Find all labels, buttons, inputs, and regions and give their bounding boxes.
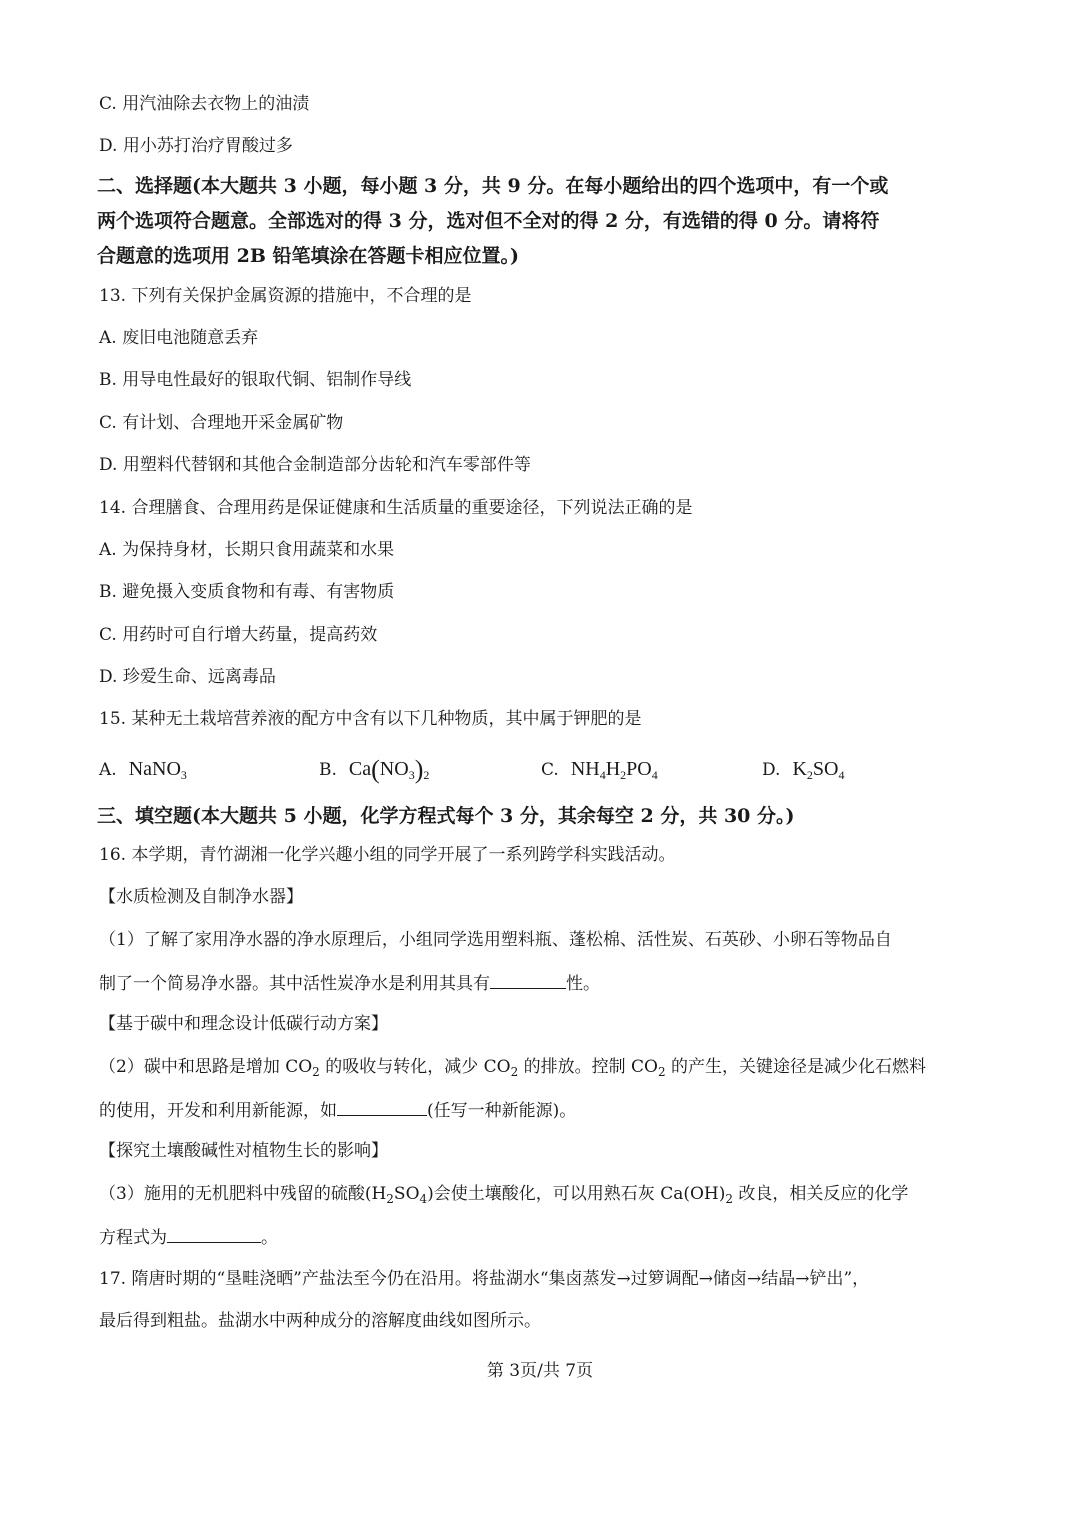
formula-ca-no3-2: $Ca(NO_3)_2$ [348, 755, 430, 784]
formula-k2so4: $K_2SO_4$ [792, 758, 845, 782]
q13-option-a: A. 废旧电池随意丢弃 [99, 328, 259, 348]
q13-option-b: B. 用导电性最好的银取代铜、铝制作导线 [99, 370, 412, 390]
section2-header-line3: 合题意的选项用 2B 铅笔填涂在答题卡相应位置。) [97, 245, 519, 267]
q16-heading-2: 【基于碳中和理念设计低碳行动方案】 [99, 1014, 388, 1034]
q14-option-d: D. 珍爱生命、远离毒品 [99, 667, 276, 687]
q15-option-b [319, 757, 429, 787]
q16-part3-line2: 方程式为 。 [99, 1224, 278, 1250]
formula-nano3: NaNO$_3$ [128, 758, 187, 782]
option-label: B. [319, 760, 337, 780]
q16-heading-3: 【探究土壤酸碱性对植物生长的影响】 [99, 1141, 388, 1161]
q16-heading-1: 【水质检测及自制净水器】 [99, 887, 303, 907]
answer-blank-1[interactable] [490, 970, 566, 989]
q14-option-a: A. 为保持身材，长期只食用蔬菜和水果 [99, 540, 395, 560]
page-footer: 第 3页/共 7页 [486, 1361, 594, 1381]
q15-stem: 15. 某种无土栽培营养液的配方中含有以下几种物质，其中属于钾肥的是 [99, 709, 642, 729]
answer-blank-2[interactable] [337, 1097, 427, 1116]
q15-option-a [99, 757, 187, 787]
section3-header: 三、填空题(本大题共 5 小题，化学方程式每个 3 分，其余每空 2 分，共 30 分。) [97, 805, 795, 827]
q13-option-c: C. 有计划、合理地开采金属矿物 [99, 413, 344, 433]
option-label: C. [541, 760, 559, 780]
q14-option-c: C. 用药时可自行增大药量，提高药效 [99, 625, 378, 645]
q17-stem-line2: 最后得到粗盐。盐湖水中两种成分的溶解度曲线如图所示。 [99, 1311, 541, 1331]
option-label: D. [762, 760, 781, 780]
q16-part2-line1: （2）碳中和思路是增加 $CO_2$ 的吸收与转化，减少 $CO_2$ 的排放。控制 $CO_2$ 的产生，关键途径是减少化石燃料 [99, 1057, 927, 1079]
q12-option-d: D. 用小苏打治疗胃酸过多 [99, 136, 293, 156]
section2-header-line1: 二、选择题(本大题共 3 小题，每小题 3 分，共 9 分。在每小题给出的四个选项中，有一个或 [97, 175, 889, 197]
answer-blank-3[interactable] [167, 1224, 261, 1243]
q16-stem: 16. 本学期，青竹湖湘一化学兴趣小组的同学开展了一系列跨学科实践活动。 [99, 845, 676, 865]
option-label: A. [99, 760, 117, 780]
formula-nh4h2po4: $NH_4H_2PO_4$ [570, 758, 658, 782]
q16-part2-line2: 的使用，开发和利用新能源，如 (任写一种新能源)。 [99, 1097, 576, 1123]
q15-option-c [541, 757, 658, 787]
q14-option-b: B. 避免摄入变质食物和有毒、有害物质 [99, 582, 395, 602]
section2-header-line2: 两个选项符合题意。全部选对的得 3 分，选对但不全对的得 2 分，有选错的得 0 分。请将符 [97, 210, 880, 232]
q15-option-d [762, 757, 844, 787]
q16-part3-line1: （3）施用的无机肥料中残留的硫酸$(H_2SO_4)$会使土壤酸化，可以用熟石灰 $Ca(OH)_2$ 改良，相关反应的化学 [99, 1184, 909, 1206]
q17-stem-line1: 17. 隋唐时期的“垦畦浇晒”产盐法至今仍在沿用。将盐湖水“集卤蒸发→过箩调配→储卤→结晶→铲出”， [99, 1269, 870, 1289]
q12-option-c: C. 用汽油除去衣物上的油渍 [99, 94, 310, 114]
q16-part1-line1: （1）了解了家用净水器的净水原理后，小组同学选用塑料瓶、蓬松棉、活性炭、石英砂、小卵石等物品自 [99, 930, 892, 950]
q13-option-d: D. 用塑料代替钢和其他合金制造部分齿轮和汽车零部件等 [99, 455, 531, 475]
q13-stem: 13. 下列有关保护金属资源的措施中，不合理的是 [99, 286, 472, 306]
q16-part1-line2: 制了一个简易净水器。其中活性炭净水是利用其具有 性。 [99, 970, 600, 996]
q14-stem: 14. 合理膳食、合理用药是保证健康和生活质量的重要途径，下列说法正确的是 [99, 498, 693, 518]
